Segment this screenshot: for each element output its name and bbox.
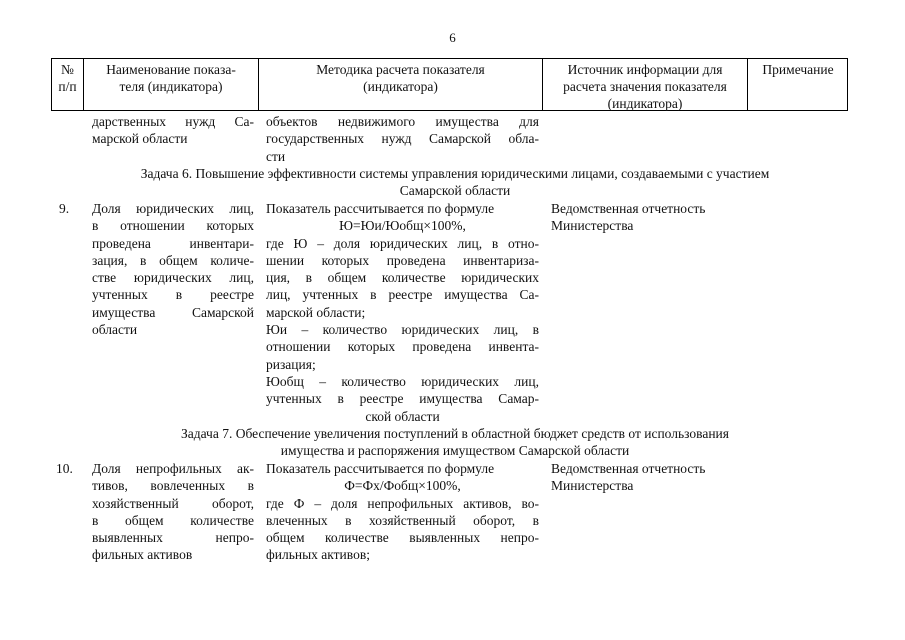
row-10-method: Показатель рассчитывается по формуле Ф=Фх/Фобщ×100%, где Ф – доля непрофильных активов, во- влеченных в хозяйственный оборот, в общем количестве выявленных непро- фильных активов; (266, 461, 539, 563)
page-number: 6 (449, 30, 456, 45)
row-10-source: Ведомственная отчетность Министерства (551, 461, 706, 494)
continuation-method: объектов недвижимого имущества для государственных нужд Самарской обла- сти (266, 114, 539, 164)
row-10-formula: Ф=Фх/Фобщ×100%, (344, 478, 461, 494)
table-header (51, 58, 848, 111)
continuation-indicator-name: дарственных нужд Са- марской области (92, 114, 254, 147)
header-note: Примечание (762, 62, 834, 77)
header-source: Источник информации для расчета значения показателя (индикатора) (563, 62, 727, 111)
row-10-indicator-name: Доля непрофильных ак- тивов, вовлеченных в хозяйственный оборот, в общем количестве выявленных непро- фильных активов (92, 461, 254, 563)
task-7-heading: Задача 7. Обеспечение увеличения поступлений в областной бюджет средств от использования имущества и распоряжения имуществом Самарской области (180, 426, 729, 459)
row-9-source: Ведомственная отчетность Министерства (551, 201, 706, 234)
task-6-heading: Задача 6. Повышение эффективности системы управления юридическими лицами, создаваемыми с участием Самарской области (140, 166, 770, 199)
header-indicator-name: Наименование показа- теля (индикатора) (106, 62, 236, 94)
header-number: № п/п (58, 62, 77, 94)
header-method: Методика расчета показателя (индикатора) (316, 62, 485, 94)
row-9-method: Показатель рассчитывается по формуле Ю=Юи/Юобщ×100%, где Ю – доля юридических лиц, в отно- шении которых проведена инвентариза- ция, в общем количестве юридических лиц, учтенных в реестре имущества Са- марской области; Юи – количество юридических лиц, в отношении которых проведена инвента- ризация; Юобщ – количество юридических лиц, учтенных в реестре имущества Самар- ской области (266, 201, 539, 424)
row-10-number: 10. (56, 461, 73, 476)
row-9-indicator-name: Доля юридических лиц, в отношении которых проведена инвентари- зация, в общем количе- стве юридических лиц, учтенных в реестре имущества Самарской области (92, 201, 254, 338)
row-9-number: 9. (59, 201, 70, 216)
row-9-formula: Ю=Юи/Юобщ×100%, (339, 218, 466, 234)
